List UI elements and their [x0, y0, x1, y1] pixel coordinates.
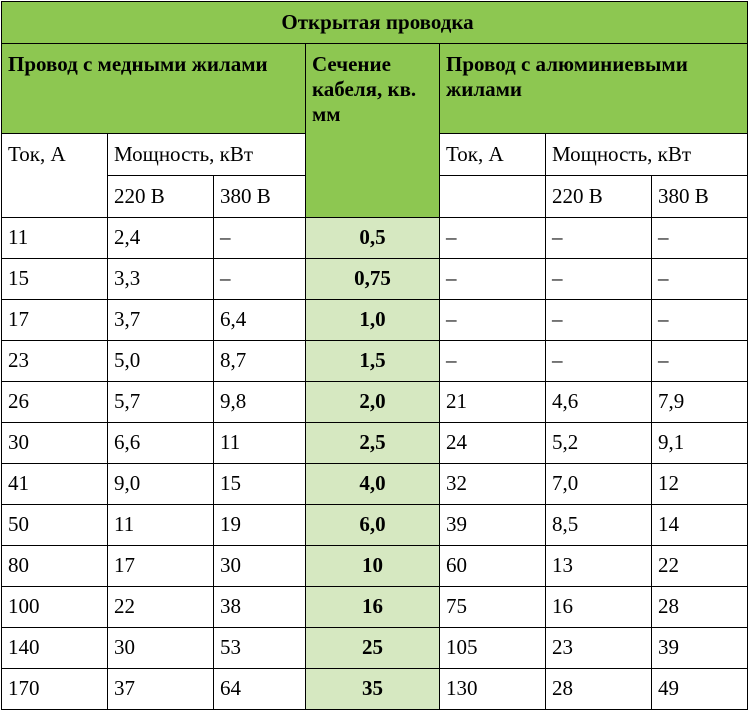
- section-cell: 16: [306, 587, 440, 628]
- section-cell: 4,0: [306, 464, 440, 505]
- copper-220v-cell: 11: [108, 505, 214, 546]
- copper-current-cell: 11: [2, 218, 108, 259]
- copper-380v-cell: 9,8: [214, 382, 306, 423]
- copper-380v-cell: 19: [214, 505, 306, 546]
- table-row: [2, 628, 748, 669]
- aluminum-current-cell: 39: [440, 505, 546, 546]
- aluminum-380v-cell: 22: [652, 546, 748, 587]
- aluminum-220v-cell: 7,0: [546, 464, 652, 505]
- aluminum-current-cell: –: [440, 300, 546, 341]
- aluminum-220v-cell: –: [546, 341, 652, 382]
- aluminum-current-cell: 75: [440, 587, 546, 628]
- copper-current-cell: 50: [2, 505, 108, 546]
- copper-380v-cell: 11: [214, 423, 306, 464]
- table-row: [2, 300, 748, 341]
- section-cell: 2,5: [306, 423, 440, 464]
- table-row: [2, 464, 748, 505]
- aluminum-power-label: Мощность, кВт: [546, 134, 748, 176]
- copper-power-label: Мощность, кВт: [108, 134, 306, 176]
- section-cell: 10: [306, 546, 440, 587]
- section-cell: 25: [306, 628, 440, 669]
- aluminum-220v-cell: 8,5: [546, 505, 652, 546]
- copper-220v-label: 220 В: [108, 176, 214, 218]
- table-row: [2, 669, 748, 710]
- copper-current-cell: 100: [2, 587, 108, 628]
- aluminum-current-cell: –: [440, 341, 546, 382]
- aluminum-380v-cell: 12: [652, 464, 748, 505]
- copper-380v-cell: –: [214, 218, 306, 259]
- table-row: [2, 259, 748, 300]
- copper-current-cell: 15: [2, 259, 108, 300]
- copper-current-cell: 23: [2, 341, 108, 382]
- table-row: [2, 423, 748, 464]
- section-cell: 1,0: [306, 300, 440, 341]
- copper-380v-cell: 53: [214, 628, 306, 669]
- aluminum-220v-cell: 28: [546, 669, 652, 710]
- table-title: Открытая проводка: [2, 2, 748, 44]
- copper-220v-cell: 3,7: [108, 300, 214, 341]
- copper-380v-cell: 38: [214, 587, 306, 628]
- aluminum-220v-cell: –: [546, 218, 652, 259]
- aluminum-220v-cell: 23: [546, 628, 652, 669]
- copper-current-cell: 17: [2, 300, 108, 341]
- section-cell: 35: [306, 669, 440, 710]
- copper-current-cell: 140: [2, 628, 108, 669]
- section-cell: 1,5: [306, 341, 440, 382]
- aluminum-380v-cell: 49: [652, 669, 748, 710]
- aluminum-220v-cell: 13: [546, 546, 652, 587]
- aluminum-current-cell: 21: [440, 382, 546, 423]
- aluminum-220v-cell: 4,6: [546, 382, 652, 423]
- table-row: [2, 382, 748, 423]
- aluminum-current-blank: [440, 176, 546, 218]
- table-row: [2, 218, 748, 259]
- table-row: [2, 505, 748, 546]
- aluminum-380v-cell: –: [652, 259, 748, 300]
- copper-current-cell: 80: [2, 546, 108, 587]
- copper-220v-cell: 30: [108, 628, 214, 669]
- aluminum-380v-cell: 28: [652, 587, 748, 628]
- aluminum-380v-label: 380 В: [652, 176, 748, 218]
- aluminum-220v-cell: 16: [546, 587, 652, 628]
- aluminum-380v-cell: 39: [652, 628, 748, 669]
- aluminum-380v-cell: –: [652, 300, 748, 341]
- copper-220v-cell: 17: [108, 546, 214, 587]
- copper-220v-cell: 37: [108, 669, 214, 710]
- copper-220v-cell: 5,0: [108, 341, 214, 382]
- copper-380v-cell: 8,7: [214, 341, 306, 382]
- section-cell: 6,0: [306, 505, 440, 546]
- copper-current-label: Ток, А: [2, 134, 108, 218]
- aluminum-380v-cell: –: [652, 341, 748, 382]
- copper-current-cell: 41: [2, 464, 108, 505]
- aluminum-current-cell: 32: [440, 464, 546, 505]
- copper-380v-cell: 30: [214, 546, 306, 587]
- aluminum-380v-cell: 7,9: [652, 382, 748, 423]
- aluminum-current-cell: –: [440, 218, 546, 259]
- aluminum-header: Провод с алюминиевыми жилами: [440, 44, 748, 134]
- aluminum-220v-cell: 5,2: [546, 423, 652, 464]
- aluminum-220v-cell: –: [546, 259, 652, 300]
- aluminum-current-cell: 24: [440, 423, 546, 464]
- copper-220v-cell: 9,0: [108, 464, 214, 505]
- copper-220v-cell: 3,3: [108, 259, 214, 300]
- copper-current-cell: 30: [2, 423, 108, 464]
- aluminum-current-cell: 130: [440, 669, 546, 710]
- section-cell: 0,75: [306, 259, 440, 300]
- copper-current-cell: 170: [2, 669, 108, 710]
- table-row: [2, 341, 748, 382]
- copper-380v-cell: 15: [214, 464, 306, 505]
- section-cell: 0,5: [306, 218, 440, 259]
- section-cell: 2,0: [306, 382, 440, 423]
- copper-220v-cell: 5,7: [108, 382, 214, 423]
- aluminum-220v-label: 220 В: [546, 176, 652, 218]
- aluminum-current-cell: 105: [440, 628, 546, 669]
- copper-380v-cell: 6,4: [214, 300, 306, 341]
- aluminum-380v-cell: –: [652, 218, 748, 259]
- wiring-table: [1, 1, 748, 710]
- copper-220v-cell: 2,4: [108, 218, 214, 259]
- copper-380v-label: 380 В: [214, 176, 306, 218]
- copper-current-cell: 26: [2, 382, 108, 423]
- copper-380v-cell: 64: [214, 669, 306, 710]
- aluminum-current-label: Ток, А: [440, 134, 546, 176]
- aluminum-380v-cell: 9,1: [652, 423, 748, 464]
- aluminum-220v-cell: –: [546, 300, 652, 341]
- section-header: Сечение кабеля, кв. мм: [306, 44, 440, 218]
- copper-220v-cell: 6,6: [108, 423, 214, 464]
- aluminum-current-cell: –: [440, 259, 546, 300]
- table-row: [2, 587, 748, 628]
- copper-380v-cell: –: [214, 259, 306, 300]
- aluminum-380v-cell: 14: [652, 505, 748, 546]
- copper-header: Провод с медными жилами: [2, 44, 306, 134]
- copper-220v-cell: 22: [108, 587, 214, 628]
- table-row: [2, 546, 748, 587]
- aluminum-current-cell: 60: [440, 546, 546, 587]
